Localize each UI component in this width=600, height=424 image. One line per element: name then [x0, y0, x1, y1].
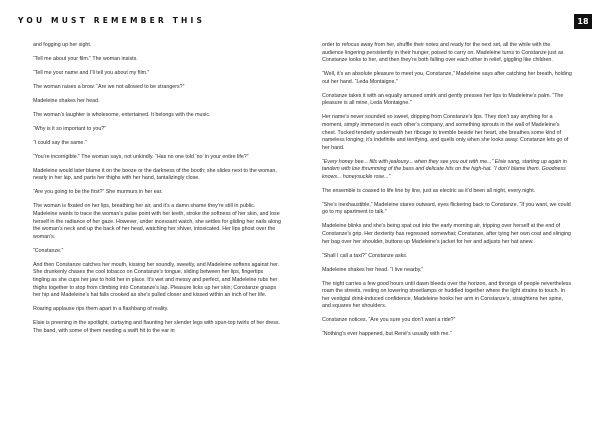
- paragraph: And then Constanze catches her mouth, kissing her soundly, sweetly, and Madeleine softens against her. She drunkenly chases the cool tobacco on Constanze’s tongue, sliding between her lips, fingertips tingling as she cups her jaw to hold her in place. It’s wet and messy and perfect, and Madeleine rubs her thighs together to stop from climbing into Constanze’s lap. Pleasure licks up her skin; Constanze grasps her hip and Madeleine’s hat falls crooked as she’s pulled closer and kissed within an inch of her life.: [33, 261, 279, 299]
- paragraph: The woman’s laughter is wholesome, entertained. It belongs with the music.: [33, 111, 211, 118]
- running-title: YOU MUST REMEMBER THIS: [18, 16, 206, 25]
- paragraph: and fogging up her sight.: [33, 42, 92, 48]
- left-column: [33, 42, 281, 342]
- paragraph: Madeleine would later blame it on the booze or the darkness of the booth; she slides next to the woman, nearly in her lap, and parts her thighs with her hand, tantalizingly close.: [33, 167, 277, 182]
- paragraph: The woman is fixated on her lips, breathing her air, and it’s a damn shame they’re still in public. Madeleine wants to trace the woman’s pulse point with her teeth, stroke the softness of her skin, and lose herself in the radiance of her gaze. However, under incessant watch, she settles for gliding her nails along the woman’s neck and up the back of her head, watching her shiver, intoxicated. Her lips ghost over the woman’s.: [33, 203, 281, 240]
- paragraph: Madeleine shakes her head.: [33, 97, 100, 104]
- paragraph: “She’s inexhaustible,” Madeleine stares outward, eyes flickering back to Constanze. “If you want, we could go to my apartment to talk.”: [322, 201, 571, 216]
- paragraph: Her name’s never sounded so sweet, dripping from Constanze’s lips. They don’t say anything for a moment, simply immersed in each other’s company, and something sprouts in the wall of Madeleine’s chest. Tucked tenderly underneath her ribcage to tremble beside her heart, she breathes some kind of nameless longing; it’s indefinite and terrifying, and quells only when she looks away. Constanze lets go of her hand.: [322, 114, 569, 151]
- paragraph: “Why is it so important to you?”: [33, 125, 107, 132]
- paragraph: Elsie is preening in the spotlight, curtsying and flaunting her slender legs with spun-top twirls of her dress. The band, with some of them needing a swift hit to the ear in: [33, 320, 281, 334]
- page-number: 18: [574, 14, 592, 29]
- paragraph: “You’re incorrigible.” The woman says, not unkindly. “Has no one told ‘no’ in your entire life?”: [33, 153, 249, 160]
- paragraph: Madeleine shakes her head. “I live nearby.”: [322, 266, 424, 273]
- paragraph: Roaring applause rips them apart in a flashbang of reality.: [33, 306, 169, 313]
- paragraph: “I could say the same.”: [33, 139, 87, 146]
- paragraph: order to refocus away from her, shuffle their notes and ready for the next set, all the while with the audience lingering persistently in their hunger, poised to carry on. Madeleine turns to Constanze just as Constanze looks to her, and then they’re both falling over each other in relief, giggling like children.: [322, 42, 564, 64]
- paragraph: “Tell me about your film.” The woman insists.: [33, 55, 138, 62]
- paragraph: The ensemble is coaxed to life line by line, just as electric as it’d been all night, every night.: [322, 187, 536, 194]
- paragraph: The night carries a few good hours until dawn bleeds over the horizon, and throngs of people nevertheless roam the streets, resting on towering streetlamps or huddled together where the light strains to touch. In her vestigial drink-induced confidence, Madeleine hooks her arm in Constanze’s, straightens her spine, and squares her shoulders.: [322, 280, 572, 310]
- paragraph: “Well, it’s an absolute pleasure to meet you, Constanze,” Madeleine says after catching her breath, holding out her hand. “Leda Montaigne.”: [322, 71, 572, 85]
- paragraph: The woman raises a brow. “Are we not allowed to be strangers?”: [33, 83, 185, 90]
- right-column: [322, 42, 572, 345]
- paragraph: “Are you going to be the first?” She murmurs in her ear.: [33, 189, 163, 196]
- paragraph: Madeleine blinks and she’s being spat out into the early morning air, tripping over herself at the end of Constanze’s grip. Her dexterity has regressed somewhat; Constanze, after tying her own coat and slinging her bag over her shoulder, buttons up Madeleine’s jacket for her and adjusts her hat anew.: [322, 223, 571, 245]
- paragraph: Constanze takes it with an equally amused smirk and gently presses her lips to Madeleine’s palm. “The pleasure is all mine, Leda Montaigne.”: [322, 92, 564, 107]
- paragraph: “Constanze.”: [33, 247, 64, 254]
- paragraph: “Shall I call a taxi?” Constanze asks.: [322, 252, 408, 259]
- paragraph: “Nothing’s ever happened, but René’s usually with me.”: [322, 331, 452, 338]
- paragraph: Constanze notices. “Are you sure you don’t want a ride?”: [322, 317, 456, 324]
- page-header: [0, 0, 600, 40]
- song-lyric-paragraph: “Every honey bee... fills with jealousy... when they see you out with me...” Elsie sang, starting up again in tandem with low thrumming of the bass and delicate hits on the high-hat. “I don’t blame them. Goodness knows... honeysuckle rose...”: [322, 158, 567, 180]
- paragraph: “Tell me your name and I’ll tell you about my film.”: [33, 69, 150, 76]
